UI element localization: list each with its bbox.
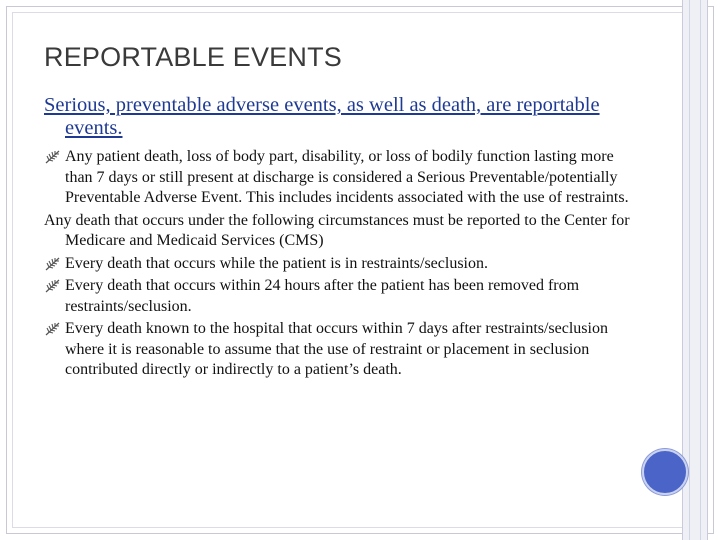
bullet-item: [44, 254, 644, 275]
paragraph-item: [44, 211, 644, 252]
bullet-text: Every death that occurs while the patient is in restraints/seclusion.: [65, 254, 488, 272]
slide-side-bar: [682, 0, 708, 540]
paragraph-text: Any death that occurs under the following circumstances must be reported to the Center for Medicare and Medicaid Services (CMS): [44, 211, 630, 249]
slide-title: REPORTABLE EVENTS: [44, 42, 342, 72]
feather-bullet-icon: [44, 277, 62, 295]
bullet-text: Any patient death, loss of body part, disability, or loss of bodily function lasting more than 7 days or still present at discharge is considered a Serious Preventable/potentially Preventable Adverse Event. This includes incidents associated with the use of restraints.: [65, 148, 629, 206]
bullet-text: Every death known to the hospital that occurs within 7 days after restraints/seclusion where it is reasonable to assume that the use of restraint or placement in seclusion contributed directly or indirectly to a patient’s death.: [65, 320, 608, 378]
bullet-item: [44, 319, 644, 381]
bullet-item: [44, 276, 644, 317]
feather-bullet-icon: [44, 320, 62, 338]
slide-content: [44, 94, 644, 383]
decorative-circle: [642, 449, 688, 495]
bullet-text: Every death that occurs within 24 hours after the patient has been removed from restraints/seclusion.: [65, 277, 580, 315]
feather-bullet-icon: [44, 148, 62, 166]
slide-subtitle: Serious, preventable adverse events, as well as death, are reportable events.: [44, 94, 600, 139]
bullet-item: [44, 147, 644, 209]
feather-bullet-icon: [44, 255, 62, 273]
